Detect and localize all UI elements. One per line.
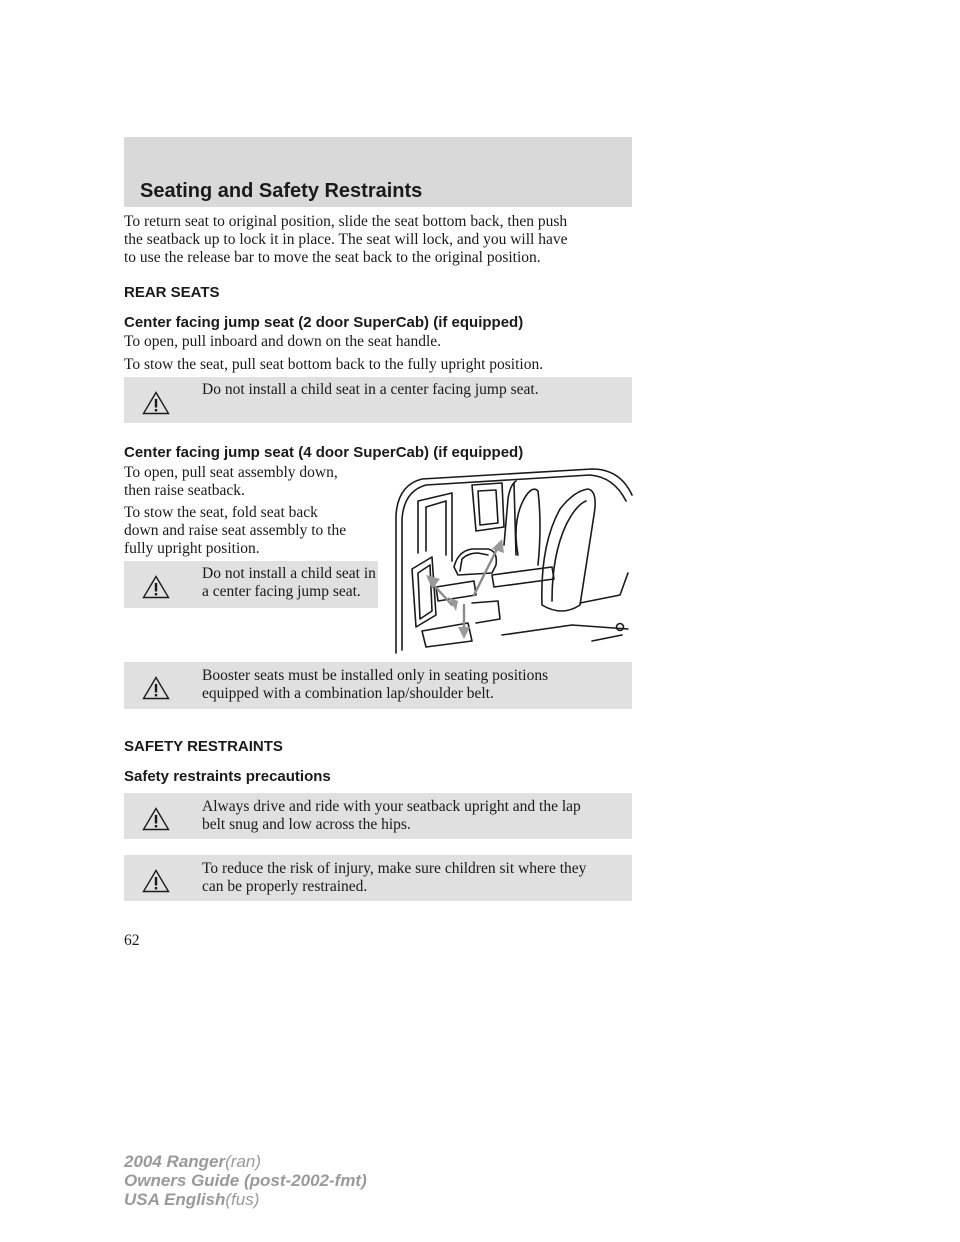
page-title: Seating and Safety Restraints [140, 180, 423, 202]
warning-triangle-icon [142, 676, 170, 700]
warning-line: Always drive and ride with your seatback upright and the lap [202, 798, 581, 815]
safety-restraints-heading: SAFETY RESTRAINTS [124, 738, 283, 755]
footer-line-2: Owners Guide (post-2002-fmt) [124, 1171, 367, 1190]
warning-text [202, 798, 581, 834]
footer-line-1: 2004 Ranger(ran) [124, 1152, 262, 1171]
jump-seat-4door-heading: Center facing jump seat (4 door SuperCab) (if equipped) [124, 444, 524, 461]
stow-line: To stow the seat, fold seat back [124, 504, 318, 521]
open-line: To open, pull seat assembly down, [124, 464, 338, 481]
jump-seat-2door-open: To open, pull inboard and down on the seat handle. [124, 333, 442, 350]
document-footer [124, 1152, 367, 1209]
warning-triangle-icon [142, 869, 170, 893]
safety-precautions-heading: Safety restraints precautions [124, 768, 331, 785]
warning-triangle-icon [142, 391, 170, 415]
intro-paragraph [124, 213, 568, 267]
rear-seats-heading: REAR SEATS [124, 284, 220, 301]
warning-box [124, 377, 632, 423]
jump-seat-2door-stow: To stow the seat, pull seat bottom back to the fully upright position. [124, 356, 544, 373]
intro-line: to use the release bar to move the seat back to the original position. [124, 249, 541, 266]
intro-line: the seatback up to lock it in place. The seat will lock, and you will have [124, 231, 568, 248]
warning-line: belt snug and low across the hips. [202, 816, 411, 833]
open-line: then raise seatback. [124, 482, 245, 499]
warning-triangle-icon [142, 807, 170, 831]
warning-line: a center facing jump seat. [202, 583, 361, 600]
warning-line: equipped with a combination lap/shoulder belt. [202, 685, 494, 702]
warning-text [202, 860, 586, 896]
warning-box [124, 662, 632, 709]
jump-seat-4door-stow [124, 504, 346, 558]
warning-line: Booster seats must be installed only in seating positions [202, 667, 549, 684]
page-number: 62 [124, 932, 140, 949]
warning-text [202, 565, 376, 601]
warning-box [124, 561, 378, 608]
warning-text: Do not install a child seat in a center facing jump seat. [202, 381, 539, 398]
stow-line: fully upright position. [124, 540, 260, 557]
jump-seat-4door-open [124, 464, 338, 500]
jump-seat-2door-heading: Center facing jump seat (2 door SuperCab) (if equipped) [124, 314, 524, 331]
footer-line-3: USA English(fus) [124, 1190, 260, 1209]
stow-line: down and raise seat assembly to the [124, 522, 347, 539]
warning-line: To reduce the risk of injury, make sure children sit where they [202, 860, 587, 877]
jump-seat-illustration [392, 455, 636, 657]
intro-line: To return seat to original position, slide the seat bottom back, then push [124, 213, 568, 230]
warning-text [202, 667, 548, 703]
warning-line: can be properly restrained. [202, 878, 368, 895]
warning-line: Do not install a child seat in [202, 565, 376, 582]
warning-box [124, 855, 632, 901]
warning-box [124, 793, 632, 839]
warning-triangle-icon [142, 575, 170, 599]
